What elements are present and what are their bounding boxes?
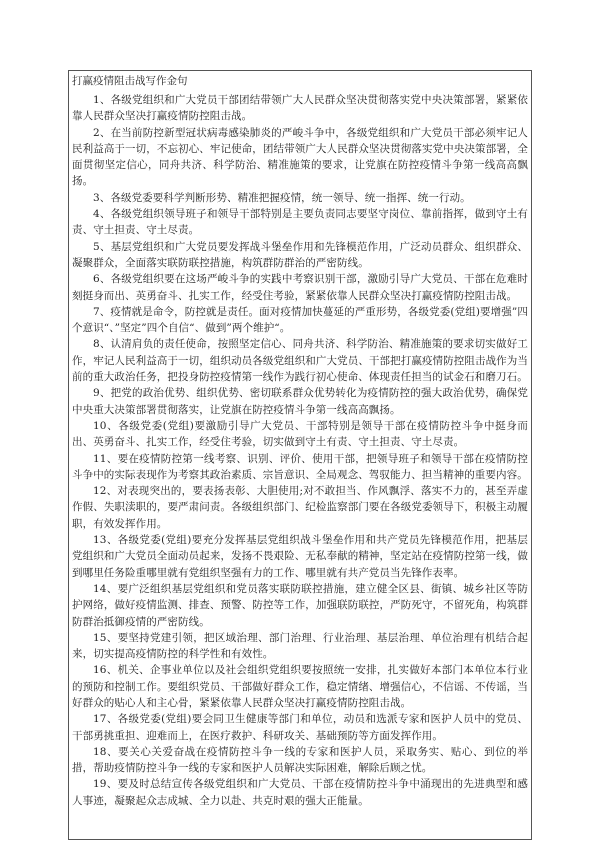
paragraph: 1、各级党组织和广大党员干部团结带领广大人民群众坚决贯彻落实党中央决策部署，紧紧依靠人民群众坚决打赢疫情防控阻击战。 [72,94,528,123]
paragraph: 4、各级党组织领导班子和领导干部特别是主要负责同志要坚守岗位、靠前指挥，做到守土有责、守土担责、守土尽责。 [72,208,528,237]
paragraph: 14、要广泛组织基层党组织和党员落实联防联控措施，建立健全区县、街镇、城乡社区等防护网络，做好疫情监测、排查、预警、防控等工作，加强联防联控，严防死守，不留死角，构筑群防群治抵御疫情的严密防线。 [72,582,528,628]
paragraph: 10、各级党委(党组)要激励引导广大党员、干部特别是领导干部在疫情防控斗争中挺身而出、英勇奋斗、扎实工作，经受住考验，切实做到守土有责、守土担责、守土尽责。 [72,419,528,449]
paragraph: 3、各级党委要科学判断形势、精准把握疫情，统一领导、统一指挥、统一行动。 [93,191,471,204]
paragraph: 16、机关、企事业单位以及社会组织党组织要按照统一安排，扎实做好本部门本单位本行业的预防和控制工作。要组织党员、干部做好群众工作，稳定情绪、增强信心，不信谣、不传谣，当好群众的贴心人和主心骨，紧紧依靠人民群众坚决打赢疫情防控阻击战。 [72,664,528,709]
paragraph: 9、把党的政治优势、组织优势、密切联系群众优势转化为疫情防控的强大政治优势，确保党中央重大决策部署贯彻落实，让党旗在防控疫情斗争第一线高高飘扬。 [72,387,528,416]
paragraph: 15、要坚持党建引领，把区域治理、部门治理、行业治理、基层治理、单位治理有机结合起来，切实提高疫情防控的科学性和有效性。 [72,631,528,661]
paragraph: 6、各级党组织要在这场严峻斗争的实践中考察识别干部，激励引导广大党员、干部在危难时刻挺身而出、英勇奋斗、扎实工作，经受住考验，紧紧依靠人民群众坚决打赢疫情防控阻击战。 [72,273,528,302]
paragraph: 8、认清肩负的责任使命，按照坚定信心、同舟共济、科学防治、精准施策的要求切实做好工作，牢记人民利益高于一切，组织动员各级党组织和广大党员、干部把打赢疫情防控阻击战作为当前的重大政治任务，把投身防控疫情第一线作为践行初心使命、体现责任担当的试金石和磨刀石。 [72,338,528,384]
paragraph: 17、各级党委(党组)要会同卫生健康等部门和单位，动员和选派专家和医护人员中的党员、干部勇挑重担、迎难而上，在医疗救护、科研攻关、基础预防等方面发挥作用。 [72,713,528,742]
document-title: 打赢疫情阻击战写作金句 [72,75,188,87]
paragraph: 5、基层党组织和广大党员要发挥战斗堡垒作用和先锋模范作用，广泛动员群众、组织群众、凝聚群众，全面落实联防联控措施，构筑群防群治的严密防线。 [72,240,528,269]
paragraph: 19、要及时总结宣传各级党组织和广大党员、干部在疫情防控斗争中涌现出的先进典型和感人事迹，凝聚起众志成城、全力以赴、共克时艰的强大正能量。 [72,778,528,807]
paragraph: 2、在当前防控新型冠状病毒感染肺炎的严峻斗争中，各级党组织和广大党员干部必须牢记人民利益高于一切，不忘初心、牢记使命，团结带领广大人民群众坚决贯彻落实党中央决策部署，全面贯彻坚定信心，同舟共济、科学防治、精准施策的要求，让党旗在防控疫情斗争第一线高高飘扬。 [72,126,528,188]
paragraph: 7、疫情就是命令，防控就是责任。面对疫情加快蔓延的严重形势，各级党委(党组)要增强”四个意识“、”坚定”四个自信“、做到”两个维护“。 [72,305,528,335]
paragraph: 12、对表现突出的，要表扬表彰、大胆使用;对不敢担当、作风飘浮、落实不力的，甚至弄虚作假、失职渎职的，要严肃问责。各级组织部门、纪检监察部门要在各级党委领导下，积极主动履职，有效发挥作用。 [72,485,528,530]
document-body [72,92,528,809]
paragraph: 18、要关心关爱奋战在疫情防控斗争一线的专家和医护人员，采取务实、贴心、到位的举措，帮助疫情防控斗争一线的专家和医护人员解决实际困难，解除后顾之忧。 [72,745,528,775]
paragraph: 13、各级党委(党组)要充分发挥基层党组织战斗堡垒作用和共产党员先锋模范作用，把基层党组织和广大党员全面动员起来，发扬不畏艰险、无私奉献的精神，坚定站在疫情防控第一线，做到哪里任务险重哪里就有党组织坚强有力的工作、哪里就有共产党员当先锋作表率。 [72,534,528,579]
paragraph: 11、要在疫情防控第一线考察、识别、评价、使用干部，把领导班子和领导干部在疫情防控斗争中的实际表现作为考察其政治素质、宗旨意识、全局观念、驾驭能力、担当精神的重要内容。 [72,452,528,481]
